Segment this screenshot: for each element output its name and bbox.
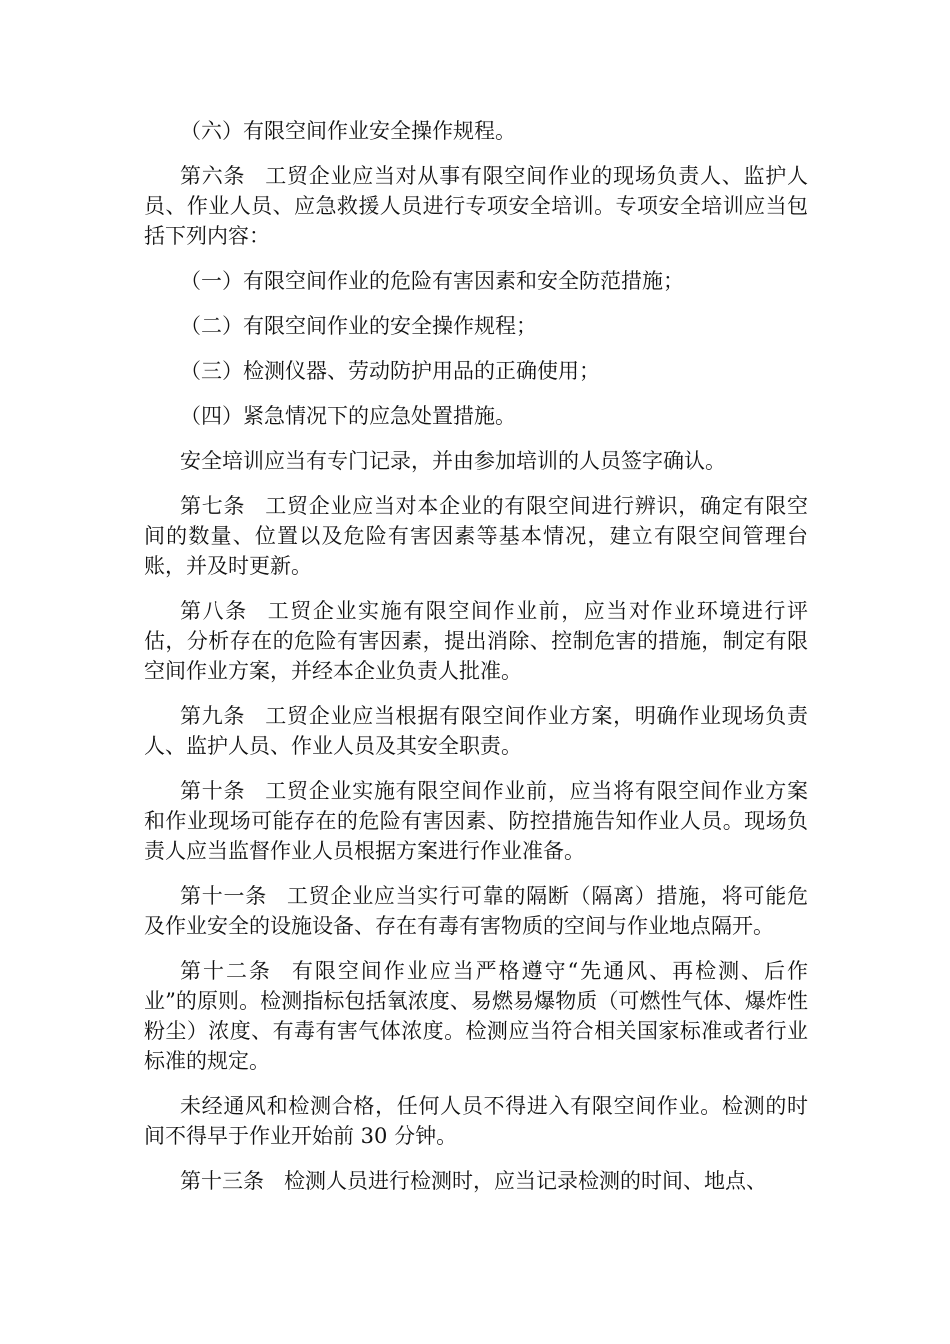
article-number: 第七条: [180, 494, 246, 518]
paragraph-text: （三）检测仪器、劳动防护用品的正确使用；: [180, 359, 600, 383]
paragraph-text: 工贸企业应当实行可靠的隔断（隔离）措施，将可能危及作业安全的设施设备、存在有毒有害物质的空间与作业地点隔开。: [144, 884, 809, 938]
paragraph-text: （四）紧急情况下的应急处置措施。: [180, 404, 516, 428]
article-number: 第九条: [180, 704, 246, 728]
article-paragraph: [144, 161, 808, 251]
paragraph: [144, 401, 808, 431]
article-number: 第十条: [180, 779, 246, 803]
article-number: 第十三条: [180, 1169, 264, 1193]
article-number: 第八条: [180, 599, 248, 623]
paragraph-text: （六）有限空间作业安全操作规程。: [180, 119, 516, 143]
paragraph-text: 工贸企业应当对从事有限空间作业的现场负责人、监护人员、作业人员、应急救援人员进行专项安全培训。专项安全培训应当包括下列内容：: [144, 164, 809, 248]
paragraph-text: （二）有限空间作业的安全操作规程；: [180, 314, 537, 338]
article-number: 第十一条: [180, 884, 267, 908]
article-paragraph: [144, 881, 808, 941]
article-number: 第十二条: [180, 959, 272, 983]
paragraph: [144, 356, 808, 386]
paragraph-text: （一）有限空间作业的危险有害因素和安全防范措施；: [180, 269, 684, 293]
paragraph-text: 工贸企业实施有限空间作业前，应当将有限空间作业方案和作业现场可能存在的危险有害因素、防控措施告知作业人员。现场负责人应当监督作业人员根据方案进行作业准备。: [144, 779, 809, 863]
article-number: 第六条: [180, 164, 246, 188]
paragraph-text: 安全培训应当有专门记录，并由参加培训的人员签字确认。: [180, 449, 726, 473]
document-body: [144, 116, 808, 1211]
paragraph-text: 有限空间作业应当严格遵守“先通风、再检测、后作业”的原则。检测指标包括氧浓度、易燃易爆物质（可燃性气体、爆炸性粉尘）浓度、有毒有害气体浓度。检测应当符合相关国家标准或者行业标准的规定。: [144, 959, 809, 1073]
article-paragraph: [144, 491, 808, 581]
paragraph-text: 未经通风和检测合格，任何人员不得进入有限空间作业。检测的时间不得早于作业开始前 30 分钟。: [144, 1094, 808, 1148]
paragraph: [144, 446, 808, 476]
paragraph-text: 工贸企业应当根据有限空间作业方案，明确作业现场负责人、监护人员、作业人员及其安全职责。: [144, 704, 809, 758]
paragraph: [144, 116, 808, 146]
paragraph: [144, 266, 808, 296]
article-paragraph: [144, 956, 808, 1076]
article-paragraph: [144, 701, 808, 761]
article-paragraph: [144, 1166, 808, 1196]
paragraph-text: 检测人员进行检测时，应当记录检测的时间、地点、: [284, 1169, 767, 1193]
paragraph-text: 工贸企业应当对本企业的有限空间进行辨识，确定有限空间的数量、位置以及危险有害因素等基本情况，建立有限空间管理台账，并及时更新。: [144, 494, 809, 578]
paragraph-text: 工贸企业实施有限空间作业前，应当对作业环境进行评估，分析存在的危险有害因素，提出消除、控制危害的措施，制定有限空间作业方案，并经本企业负责人批准。: [144, 599, 809, 683]
article-paragraph: [144, 776, 808, 866]
article-paragraph: [144, 596, 808, 686]
paragraph: [144, 311, 808, 341]
paragraph: [144, 1091, 808, 1151]
